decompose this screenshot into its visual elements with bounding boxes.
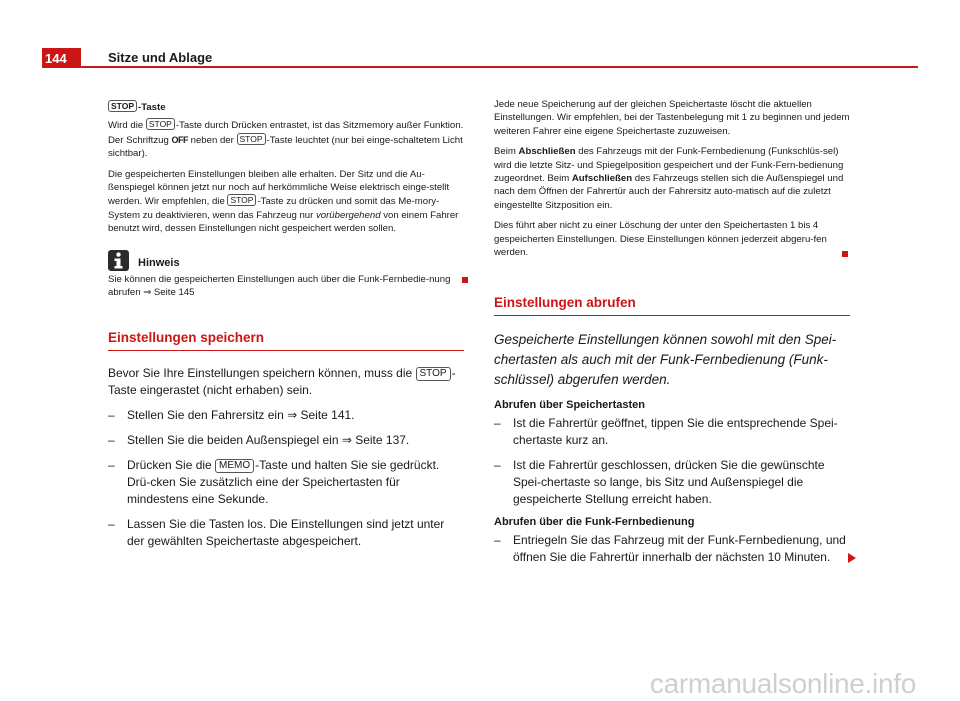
stop-key-badge: STOP <box>416 367 451 381</box>
recall-section-heading: Einstellungen abrufen <box>494 295 850 316</box>
info-icon <box>108 250 129 271</box>
stop-key-paragraph-2: Die gespeicherten Einstellungen bleiben alle erhalten. Der Sitz und die Au-ßenspiegel können jetzt nur noch auf herkömmliche Weise elektrisch einge-stellt werden. Wir empfehlen, die STOP -Taste zu drücken und somit das Me-mory-System zu deaktivieren, wenn das Fahrzeug nur vorübergehend von einem Fahrer benutzt wird, dessen Einstellungen nicht gespeichert werden sollen. <box>108 168 459 235</box>
recall-steps-list-2 <box>494 532 850 566</box>
off-indicator-glyph: OFF <box>171 134 188 145</box>
header-rule <box>81 66 918 68</box>
list-item: – Lassen Sie die Tasten los. Die Einstellungen sind jetzt unter der gewählten Speichertaste abgespeichert. <box>108 517 445 549</box>
watermark: carmanualsonline.info <box>649 668 916 699</box>
list-item: – Stellen Sie den Fahrersitz ein ⇒ Seite 141. <box>108 408 355 423</box>
save-section-heading: Einstellungen speichern <box>108 330 464 351</box>
stop-key-paragraph-1: Wird die STOP -Taste durch Drücken entrastet, ist das Sitzmemory außer Funktion. Der Schriftzug OFF neben der STOP -Taste leuchtet (nur bei einge-schaltetem Licht sichtbar). <box>108 119 464 160</box>
list-item: – Ist die Fahrertür geöffnet, tippen Sie die entsprechende Spei-chertaste kurz an. <box>494 416 838 448</box>
stop-key-title: STOP -Taste <box>108 100 464 114</box>
list-item: – Stellen Sie die beiden Außenspiegel ein ⇒ Seite 137. <box>108 433 410 448</box>
list-item: – Ist die Fahrertür geschlossen, drücken Sie die gewünschte Spei-chertaste so lange, bis Sitz und Außenspiegel die gespeicherte Stellung erreicht haben. <box>494 458 825 507</box>
right-paragraph-3: Dies führt aber nicht zu einer Löschung der unter den Speichertasten 1 bis 4 gespeicherten Einstellungen. Diese Einstellungen können jederzeit abgeru-fen werden. <box>494 220 827 259</box>
end-marker <box>462 277 468 283</box>
stop-key-badge: STOP <box>108 100 137 112</box>
recall-lead: Gespeicherte Einstellungen können sowohl mit den Spei-chertasten als auch mit der Funk-Fernbedienung (Funk-schlüssel) abgerufen werden. <box>494 332 837 388</box>
list-item: – Entriegeln Sie das Fahrzeug mit der Funk-Fernbedienung, und öffnen Sie die Fahrertür innerhalb der nächsten 10 Minuten. <box>494 533 846 565</box>
stop-key-badge: STOP <box>237 133 266 145</box>
memo-key-badge: MEMO <box>215 459 254 473</box>
save-steps-list <box>108 407 464 550</box>
recall-subheading-1: Abrufen über Speichertasten <box>494 399 645 412</box>
left-column <box>108 96 464 558</box>
right-paragraph-1: Jede neue Speicherung auf der gleichen Speichertaste löscht die aktuellen Einstellungen. Wir empfehlen, bei der Tastenbelegung mit 1 zu beginnen und jedem weiteren Fahrer eine eigene Speichertaste zuzuweisen. <box>494 99 850 137</box>
hinweis-text-block <box>108 273 464 300</box>
right-paragraph-3-block <box>494 219 850 259</box>
hinweis-title: Hinweis <box>138 257 180 270</box>
list-item: – Drücken Sie die MEMO -Taste und halten Sie sie gedrückt. Drü-cken Sie zusätzlich eine der Speichertasten für mindestens eine Sekunde. <box>108 458 440 507</box>
hinweis-header <box>108 250 464 271</box>
page-header <box>0 0 960 68</box>
end-marker <box>842 251 848 257</box>
recall-subheading-2: Abrufen über die Funk-Fernbedienung <box>494 516 695 529</box>
chapter-title: Sitze und Ablage <box>108 50 213 65</box>
page-number: 144 <box>42 48 81 68</box>
right-column <box>494 98 850 574</box>
continue-arrow-icon <box>848 551 856 568</box>
stop-key-badge: STOP <box>146 118 175 130</box>
stop-key-badge: STOP <box>227 194 256 206</box>
right-paragraph-2: Beim Abschließen des Fahrzeugs mit der Funk-Fernbedienung (Funkschlüs-sel) wird die letzte Sitz- und Spiegelposition gespeichert und der Funk-Fern-bedienung zugeordnet. Beim Aufschließen des Fahrzeugs stellen sich die Außenspiegel und nach dem Öffnen der Fahrertür auch der Fahrersitz auto-matisch auf die zuletzt eingestellte Sitzposition ein. <box>494 146 844 211</box>
save-intro: Bevor Sie Ihre Einstellungen speichern können, muss die STOP -Taste eingerastet (nicht erhaben) sein. <box>108 366 456 398</box>
hinweis-text: Sie können die gespeicherten Einstellungen auch über die Funk-Fernbedie-nung abrufen ⇒ Seite 145 <box>108 273 451 299</box>
recall-steps-list-1 <box>494 415 850 508</box>
